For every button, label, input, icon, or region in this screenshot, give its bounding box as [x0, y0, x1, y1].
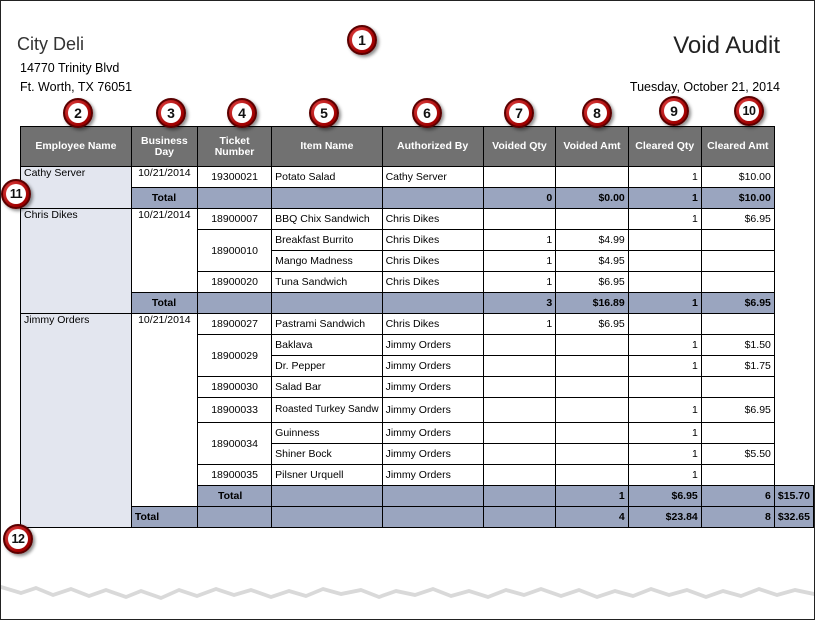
empty-cell	[382, 293, 483, 314]
ticket-number: 18900034	[197, 423, 271, 465]
voided-qty	[483, 167, 556, 188]
cleared-qty: 1	[628, 335, 701, 356]
business-day: 10/21/2014	[131, 209, 197, 293]
grand-total-row	[21, 507, 814, 528]
callout-marker-6	[412, 98, 442, 128]
voided-qty	[483, 335, 556, 356]
company-name: City Deli	[17, 34, 85, 54]
callout-number: 10	[739, 101, 759, 121]
empty-cell	[272, 507, 382, 528]
voided-qty: 1	[483, 314, 556, 335]
voided-qty: 1	[483, 230, 556, 251]
voided-amt: $4.95	[556, 251, 629, 272]
subtotal-voided-qty: 1	[556, 486, 629, 507]
cleared-amt	[701, 423, 774, 444]
empty-cell	[197, 507, 271, 528]
subtotal-cleared-qty: 1	[628, 188, 701, 209]
subtotal-cleared-qty: 1	[628, 293, 701, 314]
authorized-by: Jimmy Orders	[382, 465, 483, 486]
voided-qty	[483, 209, 556, 230]
report-date: Tuesday, October 21, 2014	[629, 80, 780, 94]
col-cleared-qty: Cleared Qty	[628, 127, 701, 167]
ticket-number: 18900033	[197, 398, 271, 423]
item-name: BBQ Chix Sandwich	[272, 209, 382, 230]
callout-number: 9	[664, 101, 684, 121]
callout-marker-11	[1, 179, 31, 209]
callout-number: 1	[352, 30, 372, 50]
callout-marker-12	[3, 524, 33, 554]
callout-marker-5	[309, 98, 339, 128]
cleared-qty: 1	[628, 465, 701, 486]
callout-number: 4	[232, 103, 252, 123]
grand-total-label: Total	[131, 507, 197, 528]
item-name: Tuna Sandwich	[272, 272, 382, 293]
voided-amt: $6.95	[556, 314, 629, 335]
authorized-by: Jimmy Orders	[382, 398, 483, 423]
col-ticket-number: Ticket Number	[197, 127, 271, 167]
voided-qty	[483, 377, 556, 398]
authorized-by: Chris Dikes	[382, 314, 483, 335]
voided-amt	[556, 444, 629, 465]
authorized-by: Jimmy Orders	[382, 377, 483, 398]
callout-number: 5	[314, 103, 334, 123]
voided-qty	[483, 465, 556, 486]
item-name: Mango Madness	[272, 251, 382, 272]
authorized-by: Jimmy Orders	[382, 356, 483, 377]
grand-total-cleared-amt: $32.65	[774, 507, 813, 528]
callout-marker-9	[659, 96, 689, 126]
authorized-by: Jimmy Orders	[382, 423, 483, 444]
ticket-number: 18900027	[197, 314, 271, 335]
voided-amt: $6.95	[556, 272, 629, 293]
col-cleared-amt: Cleared Amt	[701, 127, 774, 167]
cleared-qty: 1	[628, 444, 701, 465]
callout-number: 7	[509, 103, 529, 123]
authorized-by: Jimmy Orders	[382, 335, 483, 356]
item-name: Breakfast Burrito	[272, 230, 382, 251]
address-line-1: 14770 Trinity Blvd	[20, 61, 120, 75]
item-name: Pilsner Urquell	[272, 465, 382, 486]
cleared-amt: $6.95	[701, 209, 774, 230]
callout-marker-2	[63, 98, 93, 128]
cleared-amt	[701, 230, 774, 251]
empty-cell	[483, 507, 556, 528]
item-name: Potato Salad	[272, 167, 382, 188]
cleared-amt: $10.00	[701, 167, 774, 188]
header-row	[21, 127, 814, 167]
item-name: Pastrami Sandwich	[272, 314, 382, 335]
callout-marker-3	[156, 98, 186, 128]
subtotal-cleared-amt: $15.70	[774, 486, 813, 507]
col-employee-name: Employee Name	[21, 127, 132, 167]
employee-name: Jimmy Orders	[21, 314, 132, 528]
col-voided-qty: Voided Qty	[483, 127, 556, 167]
ticket-number: 18900010	[197, 230, 271, 272]
void-audit-table	[20, 126, 814, 528]
cleared-amt	[701, 251, 774, 272]
report-title: Void Audit	[673, 32, 780, 59]
empty-cell	[483, 486, 556, 507]
callout-number: 3	[161, 103, 181, 123]
empty-cell	[197, 188, 271, 209]
empty-cell	[382, 188, 483, 209]
employee-name: Chris Dikes	[21, 209, 132, 314]
callout-number: 8	[587, 103, 607, 123]
subtotal-cleared-amt: $6.95	[701, 293, 774, 314]
callout-marker-10	[734, 96, 764, 126]
col-business-day: Business Day	[131, 127, 197, 167]
authorized-by: Cathy Server	[382, 167, 483, 188]
ticket-number: 18900007	[197, 209, 271, 230]
voided-amt	[556, 377, 629, 398]
voided-amt: $4.99	[556, 230, 629, 251]
grand-total-cleared-qty: 8	[701, 507, 774, 528]
grand-total-voided-qty: 4	[556, 507, 629, 528]
voided-amt	[556, 209, 629, 230]
callout-marker-1	[347, 25, 377, 55]
cleared-qty	[628, 230, 701, 251]
table-row	[21, 314, 814, 335]
subtotal-voided-amt: $6.95	[628, 486, 701, 507]
cleared-amt: $1.75	[701, 356, 774, 377]
callout-marker-8	[582, 98, 612, 128]
empty-cell	[197, 293, 271, 314]
cleared-qty: 1	[628, 209, 701, 230]
authorized-by: Jimmy Orders	[382, 444, 483, 465]
item-name: Salad Bar	[272, 377, 382, 398]
voided-amt	[556, 398, 629, 423]
cleared-amt: $6.95	[701, 398, 774, 423]
cleared-amt: $1.50	[701, 335, 774, 356]
item-name: Dr. Pepper	[272, 356, 382, 377]
item-name: Shiner Bock	[272, 444, 382, 465]
ticket-number: 19300021	[197, 167, 271, 188]
empty-cell	[382, 507, 483, 528]
subtotal-voided-amt: $16.89	[556, 293, 629, 314]
grand-total-voided-amt: $23.84	[628, 507, 701, 528]
voided-amt	[556, 356, 629, 377]
address-line-2: Ft. Worth, TX 76051	[20, 80, 133, 94]
cleared-qty	[628, 377, 701, 398]
cleared-amt	[701, 377, 774, 398]
voided-qty	[483, 398, 556, 423]
torn-edge-decoration	[1, 579, 814, 619]
cleared-amt	[701, 465, 774, 486]
voided-amt	[556, 423, 629, 444]
ticket-number: 18900030	[197, 377, 271, 398]
callout-number: 6	[417, 103, 437, 123]
business-day: 10/21/2014	[131, 167, 197, 188]
voided-qty	[483, 423, 556, 444]
callout-number: 11	[6, 184, 26, 204]
authorized-by: Chris Dikes	[382, 230, 483, 251]
subtotal-label: Total	[131, 293, 197, 314]
col-authorized-by: Authorized By	[382, 127, 483, 167]
callout-marker-4	[227, 98, 257, 128]
employee-name: Cathy Server	[21, 167, 132, 209]
voided-amt	[556, 465, 629, 486]
cleared-qty: 1	[628, 167, 701, 188]
cleared-qty: 1	[628, 356, 701, 377]
voided-qty: 1	[483, 272, 556, 293]
subtotal-cleared-amt: $10.00	[701, 188, 774, 209]
cleared-qty	[628, 314, 701, 335]
voided-amt	[556, 335, 629, 356]
ticket-number: 18900035	[197, 465, 271, 486]
item-name: Roasted Turkey Sandw	[272, 398, 382, 423]
empty-cell	[382, 486, 483, 507]
authorized-by: Chris Dikes	[382, 272, 483, 293]
empty-cell	[272, 293, 382, 314]
subtotal-label: Total	[131, 188, 197, 209]
empty-cell	[272, 486, 382, 507]
empty-cell	[272, 188, 382, 209]
item-name: Guinness	[272, 423, 382, 444]
subtotal-cleared-qty: 6	[701, 486, 774, 507]
ticket-number: 18900020	[197, 272, 271, 293]
table-row	[21, 167, 814, 188]
voided-amt	[556, 167, 629, 188]
cleared-amt	[701, 314, 774, 335]
authorized-by: Chris Dikes	[382, 209, 483, 230]
subtotal-row	[21, 188, 814, 209]
ticket-number: 18900029	[197, 335, 271, 377]
col-voided-amt: Voided Amt	[556, 127, 629, 167]
authorized-by: Chris Dikes	[382, 251, 483, 272]
subtotal-voided-qty: 0	[483, 188, 556, 209]
callout-number: 2	[68, 103, 88, 123]
voided-qty	[483, 356, 556, 377]
col-item-name: Item Name	[272, 127, 382, 167]
subtotal-row	[21, 293, 814, 314]
voided-qty	[483, 444, 556, 465]
cleared-qty: 1	[628, 398, 701, 423]
callout-number: 12	[8, 529, 28, 549]
cleared-qty: 1	[628, 423, 701, 444]
cleared-qty	[628, 272, 701, 293]
subtotal-label: Total	[197, 486, 271, 507]
cleared-amt: $5.50	[701, 444, 774, 465]
subtotal-voided-qty: 3	[483, 293, 556, 314]
business-day: 10/21/2014	[131, 314, 197, 507]
voided-qty: 1	[483, 251, 556, 272]
item-name: Baklava	[272, 335, 382, 356]
cleared-amt	[701, 272, 774, 293]
callout-marker-7	[504, 98, 534, 128]
cleared-qty	[628, 251, 701, 272]
subtotal-voided-amt: $0.00	[556, 188, 629, 209]
table-row	[21, 209, 814, 230]
